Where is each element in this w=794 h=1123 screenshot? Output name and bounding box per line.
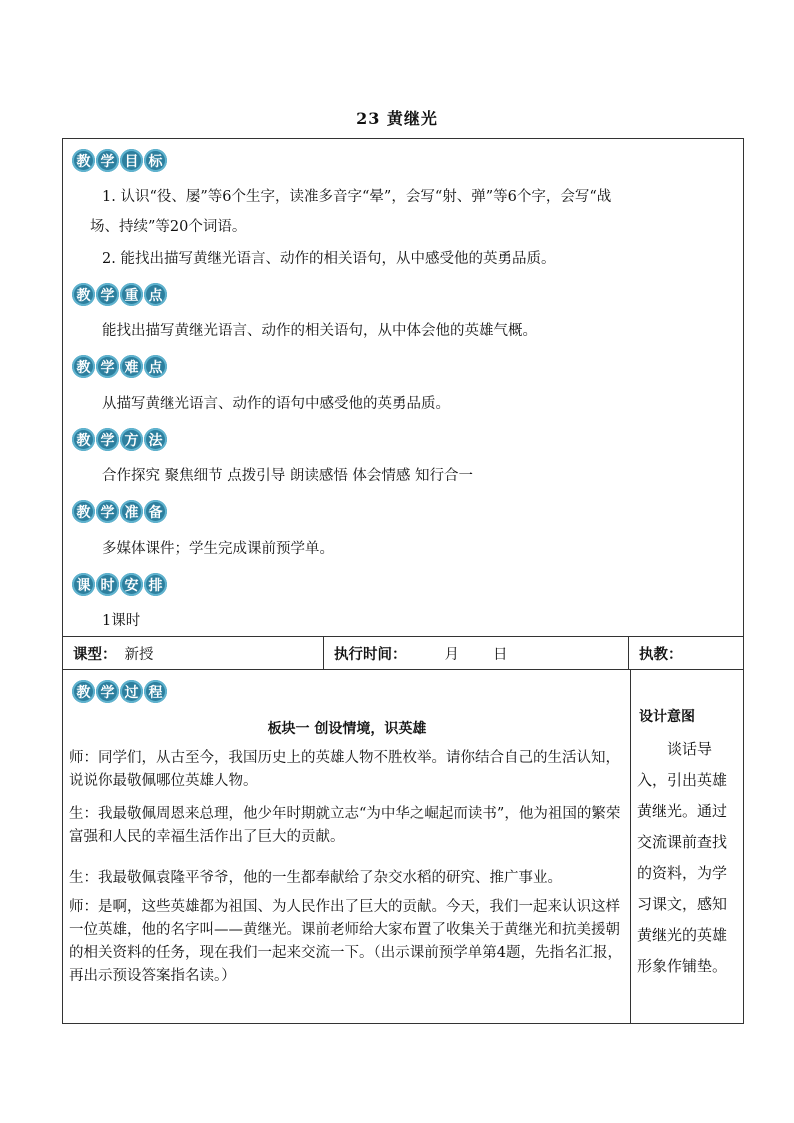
badge-character: 点: [144, 355, 167, 378]
badge-character: 方: [120, 428, 143, 451]
badge-teaching-goals: [72, 149, 168, 172]
lesson-type-value: 新授: [124, 646, 154, 663]
schedule-text: 1课时: [102, 613, 141, 629]
badge-character: 难: [120, 355, 143, 378]
badge-character: 学: [96, 149, 119, 172]
dialogue-paragraph-2: 生：我最敬佩周恩来总理，他少年时期就立志“为中华之崛起而读书”，他为祖国的繁荣富强和人民的幸福生活作出了巨大的贡献。: [69, 806, 621, 845]
teacher-cell: [629, 637, 743, 669]
key-point-text: 能找出描写黄继光语言、动作的相关语句，从中体会他的英雄气概。: [102, 323, 537, 339]
badge-character: 学: [96, 500, 119, 523]
badge-character: 学: [96, 680, 119, 703]
dialogue-paragraph-1: 师：同学们，从古至今，我国历史上的英雄人物不胜枚举。请你结合自己的生活认知，说说你最敬佩哪位英雄人物。: [69, 750, 620, 789]
badge-character: 教: [72, 680, 95, 703]
badge-teaching-preparation: [72, 500, 168, 523]
goal-line-2: 场、持续”等20个词语。: [90, 219, 247, 235]
goal-line-3: 2. 能找出描写黄继光语言、动作的相关语句，从中感受他的英勇品质。: [102, 251, 556, 267]
badge-character: 课: [72, 573, 95, 596]
badge-character: 法: [144, 428, 167, 451]
execution-time-cell: [324, 637, 629, 669]
badge-character: 教: [72, 283, 95, 306]
badge-character: 程: [144, 680, 167, 703]
badge-character: 标: [144, 149, 167, 172]
design-intent-title: 设计意图: [639, 709, 695, 725]
badge-teaching-process: [72, 680, 168, 703]
badge-character: 时: [96, 573, 119, 596]
teaching-process-table: [62, 670, 744, 1024]
lesson-overview-table: [62, 138, 744, 637]
badge-character: 学: [96, 428, 119, 451]
badge-character: 安: [120, 573, 143, 596]
badge-character: 过: [120, 680, 143, 703]
badge-character: 点: [144, 283, 167, 306]
goal-line-1: 1. 认识“役、屡”等6个生字，读准多音字“晕”，会写“射、弹”等6个字，会写“战: [102, 189, 612, 205]
badge-teaching-key-points: [72, 283, 168, 306]
page-title: 23 黄继光: [356, 109, 438, 128]
time-day: 日: [493, 646, 508, 663]
badge-character: 教: [72, 500, 95, 523]
design-intent-text: 谈话导入，引出英雄黄继光。通过交流课前查找的资料，为学习课文，感知黄继光的英雄形象作铺垫。: [637, 740, 728, 975]
dialogue-paragraph-3: 生：我最敬佩袁隆平爷爷，他的一生都奉献给了杂交水稻的研究、推广事业。: [69, 870, 562, 886]
method-text: 合作探究 聚焦细节 点拨引导 朗读感悟 体会情感 知行合一: [102, 468, 474, 484]
execution-time-label: 执行时间：: [334, 645, 407, 663]
time-month: 月: [444, 646, 459, 663]
design-intent-column: [631, 670, 743, 1023]
badge-class-schedule: [72, 573, 168, 596]
badge-character: 重: [120, 283, 143, 306]
difficulty-text: 从描写黄继光语言、动作的语句中感受他的英勇品质。: [102, 396, 450, 412]
badge-teaching-methods: [72, 428, 168, 451]
badge-character: 学: [96, 283, 119, 306]
badge-character: 学: [96, 355, 119, 378]
lesson-type-cell: [63, 637, 324, 669]
lesson-type-label: 课型：: [73, 645, 117, 663]
badge-character: 备: [144, 500, 167, 523]
badge-character: 教: [72, 428, 95, 451]
lesson-info-row: [62, 637, 744, 670]
badge-character: 排: [144, 573, 167, 596]
dialogue-paragraph-4: 师：是啊，这些英雄都为祖国、为人民作出了巨大的贡献。今天，我们一起来认识这样一位英雄，他的名字叫——黄继光。课前老师给大家布置了收集关于黄继光和抗美援朝的相关资料的任务，现在我们一起来交流一下。（出示课前预学单第4题，先指名汇报，再出示预设答案指名读。）: [69, 899, 622, 984]
teacher-label: 执教：: [639, 645, 683, 663]
badge-character: 教: [72, 149, 95, 172]
badge-teaching-difficulties: [72, 355, 168, 378]
badge-character: 教: [72, 355, 95, 378]
preparation-text: 多媒体课件；学生完成课前预学单。: [102, 541, 334, 557]
process-main-column: [63, 670, 631, 1023]
badge-character: 目: [120, 149, 143, 172]
section-heading: 板块一 创设情境，识英雄: [267, 721, 427, 737]
badge-character: 准: [120, 500, 143, 523]
